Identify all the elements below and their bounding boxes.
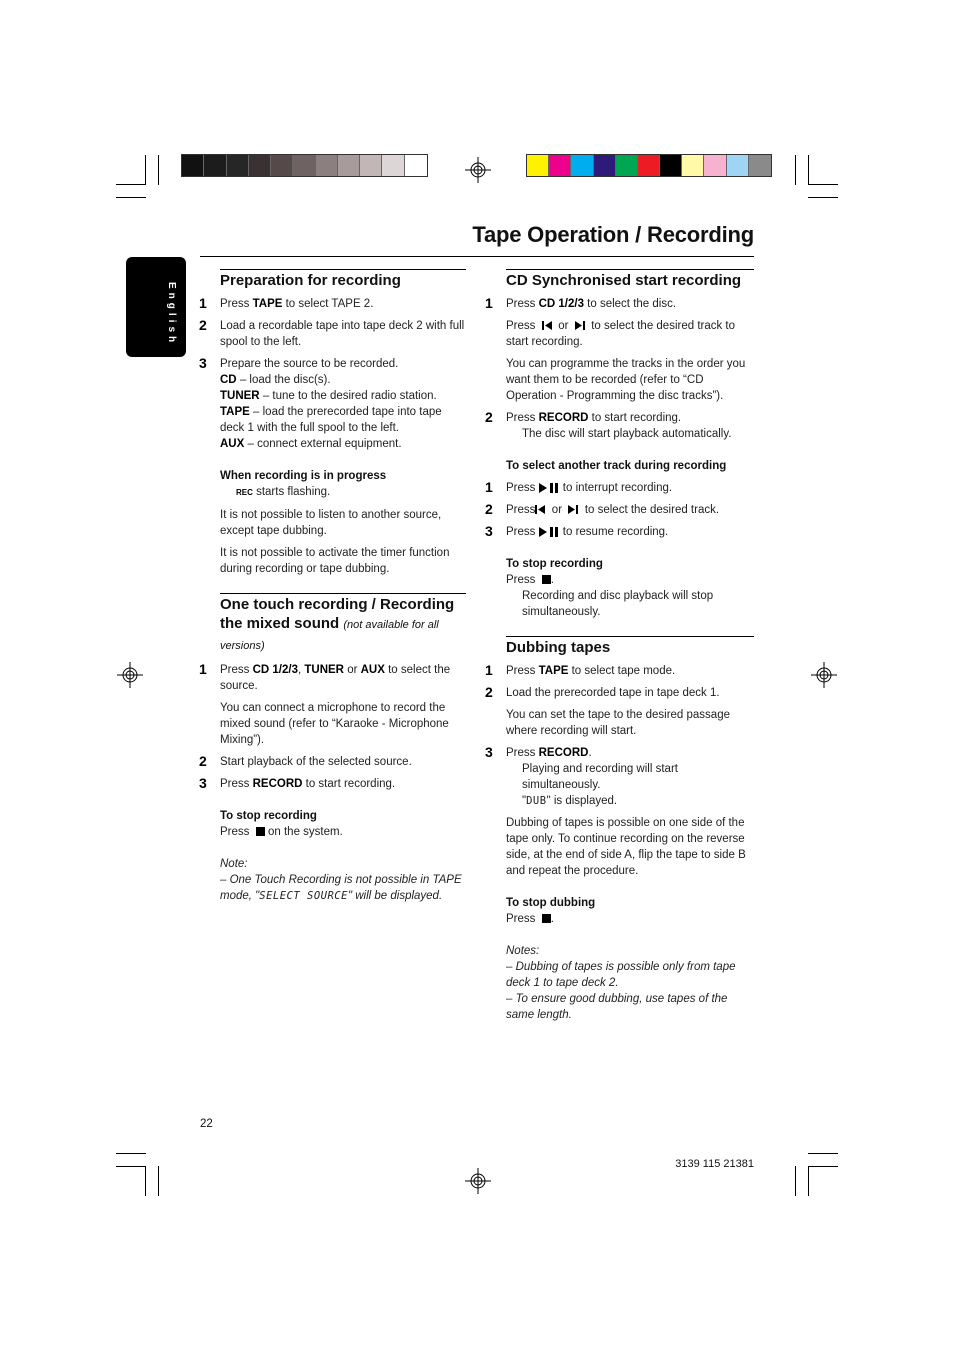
step-item [199,355,466,372]
step-number: 2 [199,753,207,769]
previous-track-icon [535,505,545,514]
key-label: RECORD [538,412,589,424]
subheading-stop-recording: To stop recording [506,558,603,570]
step-text: to select the source. [220,664,451,692]
step-number: 3 [485,744,493,760]
registration-mark-icon [465,1168,491,1194]
step-text: Press [506,504,536,516]
section-heading-cd-sync: CD Synchronised start recording [506,272,742,289]
stop-instruction [506,911,754,927]
gray-swatch [382,155,404,176]
key-label: TUNER [220,390,260,402]
color-swatch [660,155,682,176]
gray-swatch [316,155,338,176]
heading-text: the mixed sound [220,615,340,632]
step-text: . [550,574,554,586]
crop-mark [808,1166,838,1167]
step-text: Press [506,298,539,310]
crop-mark [808,197,838,198]
step-number: 2 [485,684,493,700]
step-text: Press [506,913,536,925]
step-number: 1 [199,661,207,677]
rec-text: starts flashing. [252,486,331,498]
step-text: Press [506,665,539,677]
note-text: – Dubbing of tapes is possible only from tape deck 1 to tape deck 2. [506,961,736,989]
step-number: 1 [485,295,493,311]
gray-swatch [293,155,315,176]
registration-mark-icon [811,662,837,688]
key-label: TUNER [304,664,344,676]
heading-note: versions) [220,640,265,652]
gray-swatch [271,155,293,176]
heading-text: One touch recording / Recording [220,596,455,613]
source-text: – load the disc(s). [236,374,331,386]
registration-mark-icon [117,662,143,688]
key-label: TAPE [538,665,569,677]
notes-label: Notes: [506,945,540,957]
source-item [220,404,466,436]
step-text: " [522,795,527,807]
gray-swatch [249,155,271,176]
step-text: on the system. [264,826,343,838]
step-item [485,295,754,312]
step-item [485,744,754,761]
color-swatch [571,155,593,176]
gray-swatch [204,155,226,176]
step-item [485,409,754,426]
subheading-stop-recording: To stop recording [220,810,317,822]
step-text: " is displayed. [546,795,618,807]
crop-mark [808,184,838,185]
key-label: TAPE [252,298,283,310]
step-number: 1 [485,479,493,495]
crop-mark [808,1153,838,1154]
crop-mark [808,155,809,185]
stop-instruction [506,572,754,588]
document-code: 3139 115 21381 [675,1158,754,1170]
step-text: to interrupt recording. [559,482,673,494]
crop-mark [116,197,146,198]
step-text: Press [506,526,539,538]
key-label: RECORD [538,747,589,759]
subheading-select-another-track: To select another track during recording [506,460,727,472]
step-text: to resume recording. [559,526,669,538]
stop-icon [542,914,551,923]
step-item [199,317,466,350]
lcd-display-text: SELECT SOURCE [259,890,348,902]
note-text [220,872,466,904]
grayscale-calibration-bar [181,154,428,177]
step-item [199,775,466,792]
step-text: or [558,320,569,332]
color-swatch [704,155,726,176]
crop-mark [145,1166,146,1196]
previous-track-icon [542,321,552,330]
step-number: 3 [199,355,207,371]
crop-mark [116,1153,146,1154]
crop-mark [116,1166,146,1167]
step-text: Press [506,412,539,424]
key-label: AUX [360,664,385,676]
play-pause-icon [539,483,560,493]
section-rule [506,636,754,637]
step-text: to select tape mode. [568,665,676,677]
registration-mark-icon [465,157,491,183]
color-swatch [616,155,638,176]
gray-swatch [405,155,427,176]
stop-instruction [220,824,466,840]
step-item [199,753,466,770]
color-swatch [727,155,749,176]
step-text: to start recording. [302,778,396,790]
step-number: 1 [485,662,493,678]
step-number: 3 [485,523,493,539]
right-column [485,269,754,1023]
step-text: to select the desired track. [584,504,720,516]
key-label: CD [220,374,237,386]
step-text: Press [506,482,539,494]
note-text: – To ensure good dubbing, use tapes of the same length. [506,993,728,1021]
note-text-part: – One Touch Recording is not possible in TAPE mode, " [220,874,462,902]
source-item [220,388,466,404]
step-text: to select the disc. [583,298,677,310]
key-label: CD 1/2/3 [252,664,298,676]
paragraph: Dubbing of tapes is possible on one side of the tape only. To continue recording on the reverse side, at the end of side A, flip the tape to side B and repeat the procedure. [506,817,746,877]
step-sub-text: Playing and recording will start simultaneously. [522,763,678,791]
language-tab [126,257,186,357]
step-text: Press [220,664,253,676]
color-swatch [527,155,549,176]
crop-mark [808,1166,809,1196]
step-text: Press [506,574,536,586]
step-number: 3 [199,775,207,791]
step-sub-text [506,793,754,809]
step-text: Prepare the source to be recorded. [220,358,399,370]
step-text: to select TAPE 2. [282,298,374,310]
key-label: TAPE [220,406,250,418]
step-text: Press [506,320,536,332]
step-item [199,661,466,694]
note-label: Note: [220,858,248,870]
step-sub-text: Recording and disc playback will stop simultaneously. [522,590,714,618]
color-calibration-bar [526,154,772,177]
gray-swatch [338,155,360,176]
next-track-icon [568,505,578,514]
paragraph: It is not possible to activate the timer function during recording or tape dubbing. [220,547,450,575]
step-number: 1 [199,295,207,311]
rec-indicator: REC [236,488,253,497]
source-text: – tune to the desired radio station. [259,390,437,402]
color-swatch [549,155,571,176]
stop-icon [256,827,265,836]
section-rule [506,269,754,270]
page-title: Tape Operation / Recording [472,222,754,247]
step-item [485,523,754,540]
color-swatch [682,155,704,176]
title-rule [200,256,754,257]
paragraph [506,318,754,350]
color-swatch [594,155,616,176]
paragraph: It is not possible to listen to another source, except tape dubbing. [220,509,442,537]
step-sub-text: The disc will start playback automatically. [522,428,732,440]
step-text: . [550,913,554,925]
section-heading-dubbing: Dubbing tapes [506,639,611,656]
step-text: to start recording. [588,412,682,424]
play-pause-icon [539,527,560,537]
step-number: 2 [199,317,207,333]
step-text: Press [220,778,253,790]
note-text-part: " will be displayed. [347,890,443,902]
subheading-recording-progress: When recording is in progress [220,470,387,482]
heading-note: (not available for all [343,619,439,631]
crop-mark [145,155,146,185]
step-text: Press [506,747,539,759]
step-number: 2 [485,501,493,517]
step-text: . [588,747,592,759]
step-text: or [551,504,563,516]
section-heading-one-touch [220,595,466,656]
step-text: , [297,664,305,676]
step-text: Press [220,826,250,838]
subheading-stop-dubbing: To stop dubbing [506,897,596,909]
step-number: 2 [485,409,493,425]
step-item [485,684,754,701]
paragraph: You can connect a microphone to record the mixed sound (refer to “Karaoke - Microphone Mixing”). [220,702,449,746]
section-heading-preparation: Preparation for recording [220,272,401,289]
crop-mark [116,184,146,185]
crop-mark [158,1166,159,1196]
paragraph: You can programme the tracks in the order you want them to be recorded (refer to “CD Operation - Programming the disc tracks”). [506,358,746,402]
stop-icon [542,575,551,584]
lcd-display-text: DUB [526,795,547,807]
page-number: 22 [200,1118,213,1130]
source-text: – connect external equipment. [244,438,402,450]
step-item [199,295,466,312]
source-item [220,436,466,452]
key-label: AUX [220,438,245,450]
gray-swatch [227,155,249,176]
step-text: or [344,664,361,676]
step-text: Start playback of the selected source. [220,756,412,768]
next-track-icon [575,321,585,330]
step-item [485,501,754,518]
rec-indicator-line [220,484,466,501]
source-item [220,372,466,388]
step-text: Load a recordable tape into tape deck 2 with full spool to the left. [220,320,465,348]
step-item [485,479,754,496]
step-text: Press [220,298,253,310]
source-text: – load the prerecorded tape into tape deck 1 with the full spool to the left. [220,406,442,434]
gray-swatch [360,155,382,176]
paragraph: You can set the tape to the desired passage where recording will start. [506,709,730,737]
left-column [199,269,466,904]
key-label: RECORD [252,778,303,790]
step-item [485,662,754,679]
color-swatch [638,155,660,176]
crop-mark [795,1166,796,1196]
step-text: to select the desired track to start recording. [506,320,736,348]
section-rule [220,593,466,594]
section-rule [220,269,466,270]
gray-swatch [182,155,204,176]
step-text: Load the prerecorded tape in tape deck 1. [506,687,720,699]
key-label: CD 1/2/3 [538,298,584,310]
color-swatch [749,155,771,176]
crop-mark [795,155,796,185]
crop-mark [158,155,159,185]
language-tab-label: English [166,282,177,347]
